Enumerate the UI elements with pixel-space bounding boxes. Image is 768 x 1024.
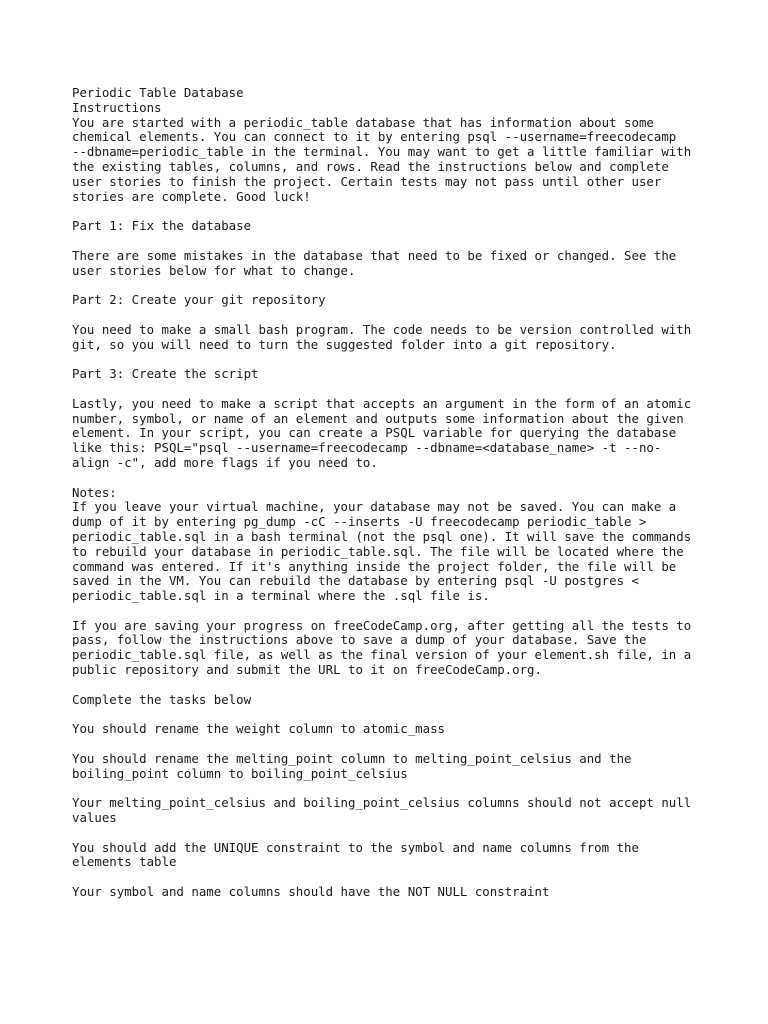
saving-paragraph-line: public repository and submit the URL to it on freeCodeCamp.org. [72,662,542,678]
task-4-line: You should add the UNIQUE constraint to the symbol and name columns from the [72,839,639,855]
notes-paragraph-line: periodic_table.sql in a bash terminal (not the psql one). It will save the commands [72,528,692,544]
part-3-paragraph-line: align -c", add more flags if you need to. [72,454,378,470]
part-3-paragraph [72,397,712,471]
part-1-heading-line: Part 1: Fix the database [72,218,252,234]
part-2-paragraph-line: You need to make a small bash program. The code needs to be version controlled with [72,321,692,337]
notes-paragraph-line: to rebuild your database in periodic_table.sql. The file will be located where the [72,543,684,559]
part-2-paragraph-line: git, so you will need to turn the suggested folder into a git repository. [72,336,617,352]
notes-paragraph-line: periodic_table.sql in a terminal where the .sql file is. [72,588,490,604]
task-5 [72,885,712,900]
part-3-heading [72,367,712,382]
task-2-line: boiling_point column to boiling_point_celsius [72,765,408,781]
tasks-heading-line: Complete the tasks below [72,691,252,707]
part-3-paragraph-line: number, symbol, or name of an element and outputs some information about the given [72,410,684,426]
task-4 [72,841,712,871]
notes-paragraph-line: dump of it by entering pg_dump -cC --inserts -U freecodecamp periodic_table > [72,514,647,530]
part-3-heading-line: Part 3: Create the script [72,366,259,382]
intro-line: You are started with a periodic_table database that has information about some [72,114,654,130]
part-1-paragraph-line: user stories below for what to change. [72,262,356,278]
task-2 [72,752,712,782]
part-1-paragraph [72,249,712,279]
part-1-paragraph-line: There are some mistakes in the database that need to be fixed or changed. See the [72,247,677,263]
saving-paragraph-line: If you are saving your progress on freeCodeCamp.org, after getting all the tests to [72,617,692,633]
saving-paragraph-line: periodic_table.sql file, as well as the final version of your element.sh file, in a [72,647,692,663]
document-title: Periodic Table Database [72,85,244,100]
title-block [72,86,712,204]
saving-paragraph [72,619,712,678]
part-2-heading-line: Part 2: Create your git repository [72,292,326,308]
intro-line: --dbname=periodic_table in the terminal. You may want to get a little familiar with [72,144,692,160]
task-3 [72,796,712,826]
notes-paragraph [72,486,712,604]
saving-paragraph-line: pass, follow the instructions above to save a dump of your database. Save the [72,632,647,648]
notes-paragraph-line: command was entered. If it's anything inside the project folder, the file will be [72,558,677,574]
part-2-paragraph [72,323,712,353]
task-4-line: elements table [72,854,177,870]
document-page [72,86,712,900]
intro-line: chemical elements. You can connect to it by entering psql --username=freecodecamp [72,129,677,145]
tasks-heading [72,693,712,708]
intro-line: stories are complete. Good luck! [72,188,311,204]
task-1 [72,722,712,737]
task-1-line: You should rename the weight column to atomic_mass [72,721,445,737]
intro-line: the existing tables, columns, and rows. Read the instructions below and complete [72,158,669,174]
part-1-heading [72,219,712,234]
document-subtitle: Instructions [72,99,162,115]
part-3-paragraph-line: like this: PSQL="psql --username=freecodecamp --dbname=<database_name> -t --no- [72,440,662,456]
part-2-heading [72,293,712,308]
task-5-line: Your symbol and name columns should have the NOT NULL constraint [72,884,550,900]
notes-paragraph-line: saved in the VM. You can rebuild the database by entering psql -U postgres < [72,573,639,589]
part-3-paragraph-line: Lastly, you need to make a script that accepts an argument in the form of an atomic [72,395,692,411]
task-3-line: values [72,810,117,826]
part-3-paragraph-line: element. In your script, you can create a PSQL variable for querying the database [72,425,677,441]
intro-line: user stories to finish the project. Certain tests may not pass until other user [72,173,662,189]
notes-paragraph-line: If you leave your virtual machine, your database may not be saved. You can make a [72,499,677,515]
notes-paragraph-line: Notes: [72,484,117,500]
task-2-line: You should rename the melting_point column to melting_point_celsius and the [72,750,632,766]
task-3-line: Your melting_point_celsius and boiling_point_celsius columns should not accept null [72,795,692,811]
document-body [72,219,712,900]
